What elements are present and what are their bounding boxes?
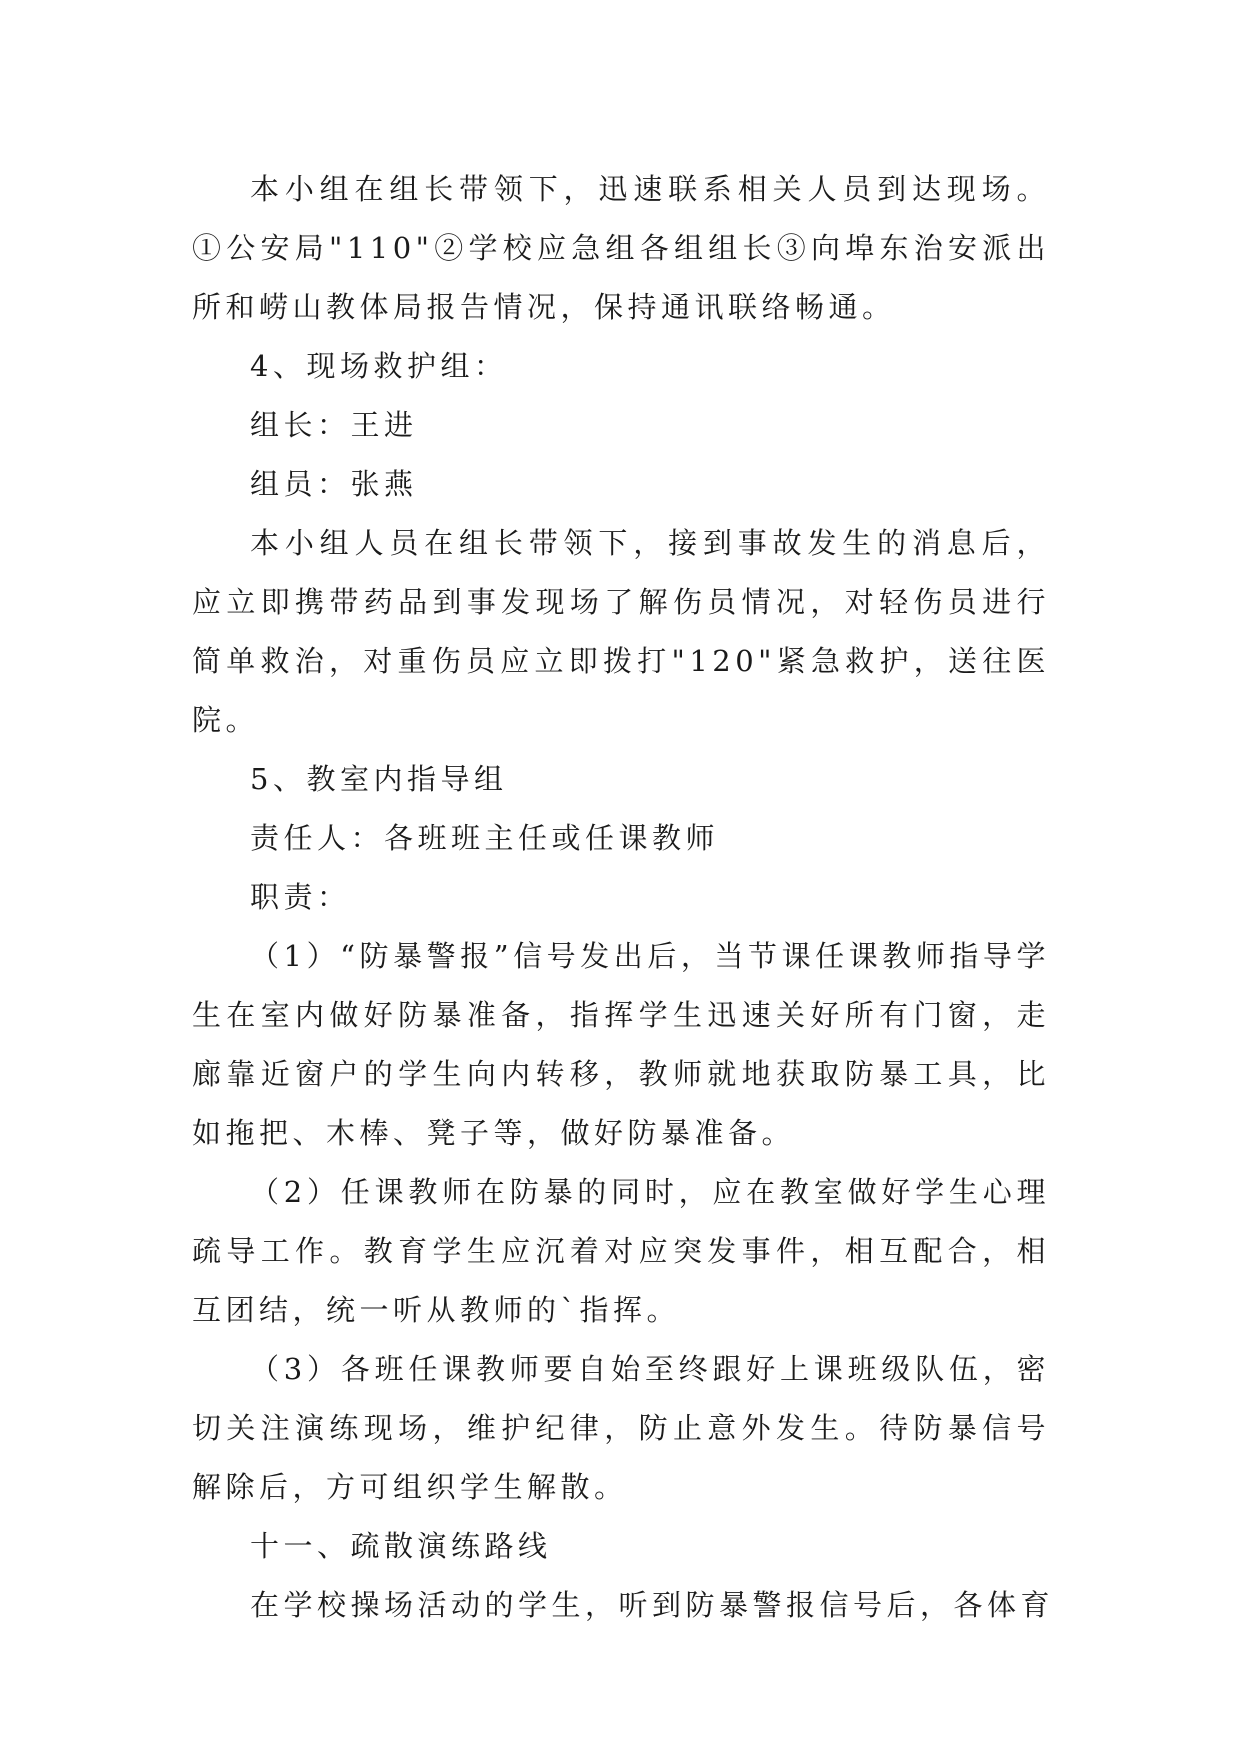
duty-item-2: （2）任课教师在防暴的同时，应在教室做好学生心理疏导工作。教育学生应沉着对应突发事件，相互配合，相互团结，统一听从教师的`指挥。 (192, 1175, 1050, 1327)
duty-item-3: （3）各班任课教师要自始至终跟好上课班级队伍，密切关注演练现场，维护纪律，防止意外发生。待防暴信号解除后，方可组织学生解散。 (192, 1352, 1050, 1504)
paragraph-evacuation-route: 在学校操场活动的学生，听到防暴警报信号后，各体育 (250, 1588, 1055, 1622)
classroom-group-responsible: 责任人：各班班主任或任课教师 (250, 821, 720, 855)
duty-item-1: （1）“防暴警报”信号发出后，当节课任课教师指导学生在室内做好防暴准备，指挥学生迅速关好所有门窗，走廊靠近窗户的学生向内转移，教师就地获取防暴工具，比如拖把、木棒、凳子等，做好防暴准备。 (192, 939, 1050, 1150)
paragraph-contact-group: 本小组在组长带领下，迅速联系相关人员到达现场。①公安局"110"②学校应急组各组组长③向埠东治安派出所和崂山教体局报告情况，保持通讯联络畅通。 (192, 172, 1050, 324)
rescue-group-leader: 组长：王进 (250, 408, 418, 442)
heading-evacuation-route: 十一、疏散演练路线 (250, 1529, 552, 1563)
heading-rescue-group: 4、现场救护组： (250, 349, 508, 383)
duty-label: 职责： (250, 880, 351, 914)
heading-classroom-guidance-group: 5、教室内指导组 (250, 762, 508, 796)
rescue-group-member: 组员：张燕 (250, 467, 418, 501)
document-page (192, 160, 1055, 1635)
paragraph-rescue-group: 本小组人员在组长带领下，接到事故发生的消息后，应立即携带药品到事发现场了解伤员情况，对轻伤员进行简单救治，对重伤员应立即拨打"120"紧急救护，送往医院。 (192, 526, 1050, 737)
